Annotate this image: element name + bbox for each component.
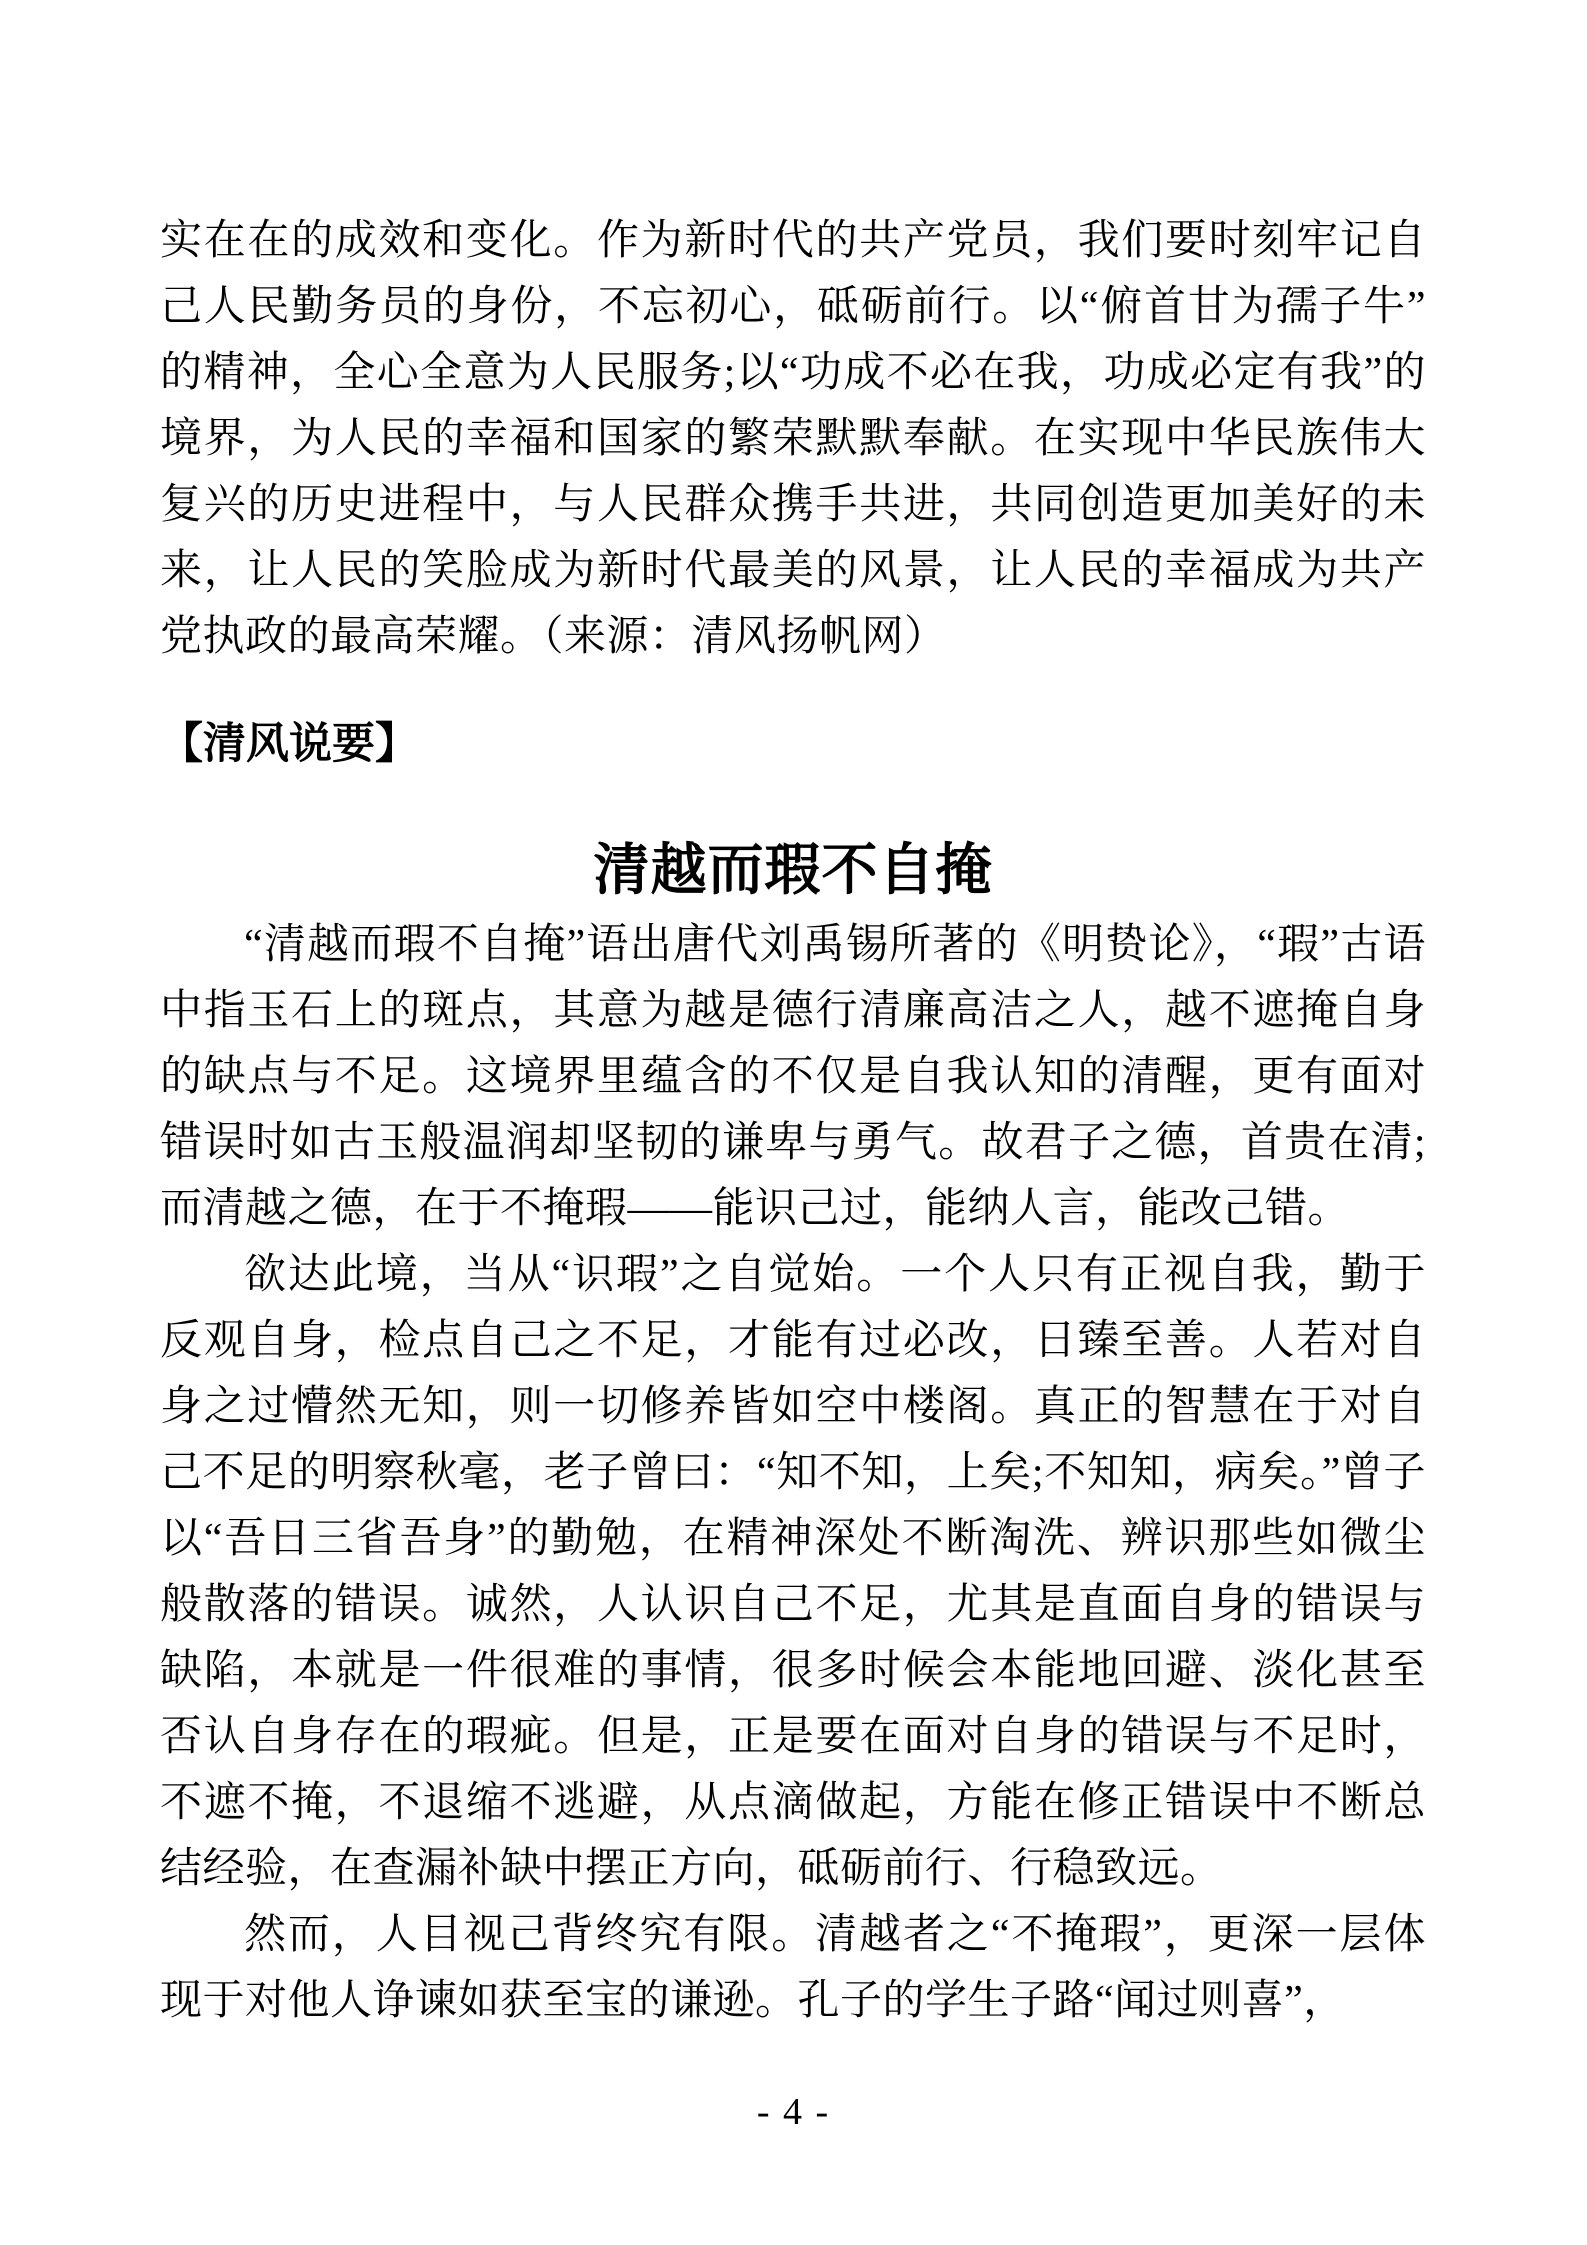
article-paragraph-3: 然而，人目视己背终究有限。清越者之“不掩瑕”，更深一层体现于对他人诤谏如获至宝的谦逊。孔子的学生子路“闻过则喜”， <box>160 1912 1426 2024</box>
article-paragraph-1: “清越而瑕不自掩”语出唐代刘禹锡所著的《明贽论》，“瑕”古语中指玉石上的斑点，其意为越是德行清廉高洁之人，越不遮掩自身的缺点与不足。这境界里蕴含的不仅是自我认知的清醒，更有面对错误时如古玉般温润却坚韧的谦卑与勇气。故君子之德，首贵在清;而清越之德，在于不掩瑕——能识己过，能纳人言，能改己错。 <box>160 922 1426 1232</box>
page-number: - 4 - <box>756 2091 831 2133</box>
page-content <box>160 208 1426 2034</box>
article-title: 清越而瑕不自掩 <box>593 840 993 902</box>
continuation-paragraph: 实在在的成效和变化。作为新时代的共产党员，我们要时刻牢记自己人民勤务员的身份，不忘初心，砥砺前行。以“俯首甘为孺子牛”的精神，全心全意为人民服务;以“功成不必在我，功成必定有我”的境界，为人民的幸福和国家的繁荣默默奉献。在实现中华民族伟大复兴的历史进程中，与人民群众携手共进，共同创造更加美好的未来，让人民的笑脸成为新时代最美的风景，让人民的幸福成为共产党执政的最高荣耀。（来源：清风扬帆网） <box>160 218 1426 660</box>
section-header: 【清风说要】 <box>160 721 418 768</box>
article-paragraph-2: 欲达此境，当从“识瑕”之自觉始。一个人只有正视自我，勤于反观自身，检点自己之不足，才能有过必改，日臻至善。人若对自身之过懵然无知，则一切修养皆如空中楼阁。真正的智慧在于对自己不足的明察秋毫，老子曾曰：“知不知，上矣;不知知，病矣。”曾子以“吾日三省吾身”的勤勉，在精神深处不断淘洗、辨识那些如微尘般散落的错误。诚然，人认识自己不足，尤其是直面自身的错误与缺陷，本就是一件很难的事情，很多时候会本能地回避、淡化甚至否认自身存在的瑕疵。但是，正是要在面对自身的错误与不足时，不遮不掩，不退缩不逃避，从点滴做起，方能在修正错误中不断总结经验，在查漏补缺中摆正方向，砥砺前行、行稳致远。 <box>160 1252 1426 1892</box>
